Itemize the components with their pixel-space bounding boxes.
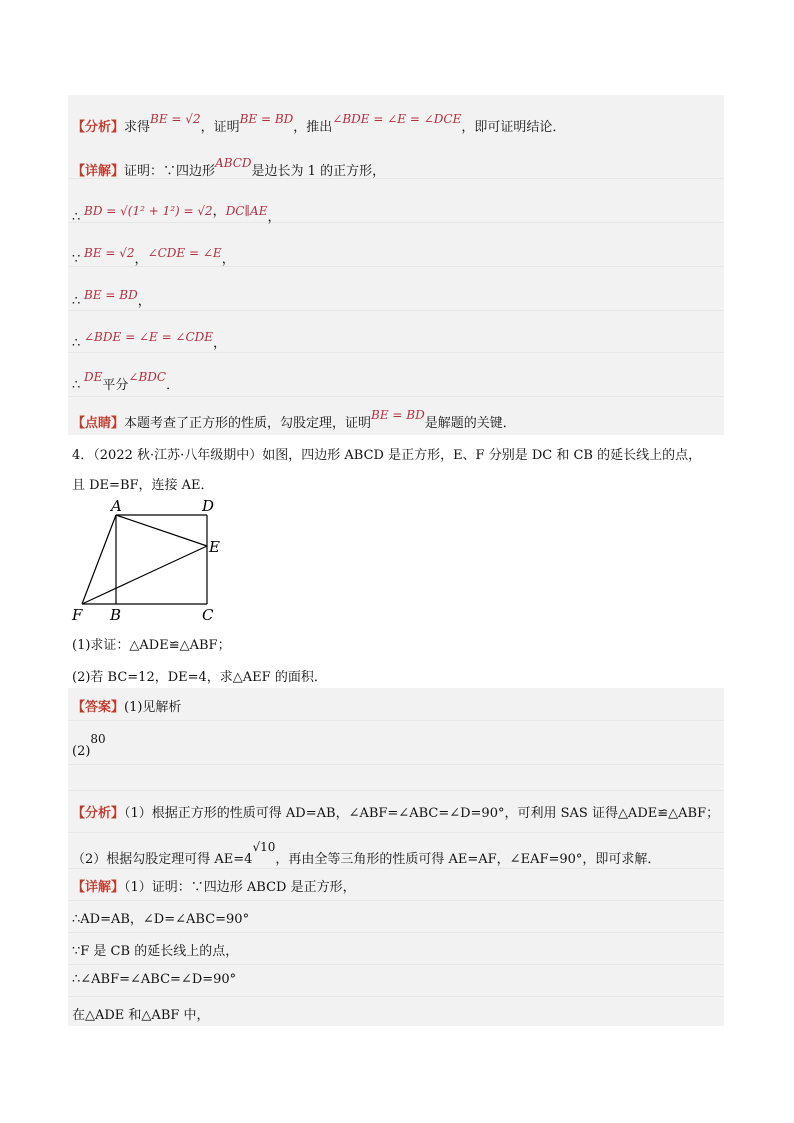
- label-D: D: [202, 497, 215, 515]
- formula: BE = BD: [371, 408, 425, 422]
- text: 求得: [124, 120, 151, 135]
- detail-line-1: [72, 156, 386, 179]
- text: ，推出: [293, 120, 333, 135]
- question-4-line-2: 且 DE=BF，连接 AE．: [72, 478, 214, 493]
- divider: [68, 932, 724, 933]
- formula: DC∥AE: [225, 204, 268, 218]
- analysis2-line-1: [72, 802, 719, 821]
- text: 证明：∵四边形: [124, 164, 216, 179]
- answer-tag: 【答案】: [72, 700, 125, 715]
- formula: ∠CDE = ∠E: [147, 246, 222, 260]
- detail2-line-4: ∴∠ABF=∠ABC=∠D=90°: [72, 972, 237, 987]
- text: ，: [137, 294, 151, 309]
- formula: BE = √2: [84, 246, 135, 260]
- text: ，: [221, 252, 235, 267]
- formula: BD = √(1² + 1²) = √2: [84, 204, 213, 218]
- formula: BE = BD: [239, 112, 294, 126]
- formula: ABCD: [215, 156, 252, 170]
- analysis-line: [72, 112, 566, 135]
- text: ，再由全等三角形的性质可得 AE=AF，∠EAF=90°，即可求解．: [275, 852, 661, 867]
- divider: [68, 764, 724, 765]
- sub-question-2: (2)若 BC=12，DE=4，求△AEF 的面积．: [72, 670, 327, 685]
- formula: BE = BD: [84, 288, 138, 302]
- therefore-symbol: ∴: [72, 378, 81, 393]
- answer-part-1: (1)见解析: [124, 700, 182, 715]
- detail-line-5: [72, 326, 227, 351]
- label-B: B: [110, 606, 122, 624]
- text: ．: [166, 378, 180, 393]
- text: ，证明: [200, 120, 240, 135]
- geometry-figure: [68, 496, 248, 626]
- detail-line-2: [72, 200, 281, 225]
- segment-AE: [116, 515, 207, 546]
- text: 是解题的关键．: [424, 416, 516, 431]
- analysis-tag: 【分析】: [72, 120, 125, 135]
- text: （2）根据勾股定理可得 AE=4: [72, 852, 253, 867]
- divider: [68, 396, 724, 397]
- therefore-symbol: ∴: [72, 210, 81, 225]
- text: ，: [134, 252, 148, 267]
- formula: DE: [84, 370, 103, 384]
- answer-part-2-label: (2): [72, 744, 91, 759]
- divider: [68, 266, 724, 267]
- answer-line-1: [72, 696, 181, 715]
- divider: [68, 352, 724, 353]
- detail-tag: 【详解】: [72, 880, 125, 895]
- comment-line: [72, 408, 516, 431]
- comment-tag: 【点睛】: [72, 416, 125, 431]
- detail-line-4: [72, 284, 151, 309]
- detail-tag: 【详解】: [72, 164, 125, 179]
- answer-part-2-value: 80: [90, 732, 106, 746]
- formula: ∠BDE = ∠E = ∠CDE: [84, 330, 214, 344]
- formula: BE = √2: [150, 112, 201, 126]
- label-A: A: [111, 497, 122, 515]
- text: ，: [212, 204, 226, 219]
- analysis-tag: 【分析】: [72, 806, 125, 821]
- divider: [68, 900, 724, 901]
- therefore-symbol: ∴: [72, 294, 81, 309]
- text: ，: [213, 336, 227, 351]
- text: （1）证明：∵四边形 ABCD 是正方形，: [124, 880, 356, 895]
- divider: [68, 832, 724, 833]
- divider: [68, 996, 724, 997]
- divider: [68, 720, 724, 721]
- divider: [68, 964, 724, 965]
- text: ，: [267, 210, 281, 225]
- divider: [68, 868, 724, 869]
- question-4-line-1: 4．（2022 秋·江苏·八年级期中）如图，四边形 ABCD 是正方形，E、F 分别是 DC 和 CB 的延长线上的点，: [72, 448, 702, 463]
- divider: [68, 310, 724, 311]
- detail2-line-3: ∵F 是 CB 的延长线上的点，: [72, 944, 239, 959]
- therefore-symbol: ∴: [72, 336, 81, 351]
- text: （1）根据正方形的性质可得 AD=AB，∠ABF=∠ABC=∠D=90°，可利用 SAS 证得△ADE≌△ABF；: [124, 806, 720, 821]
- text: 本题考查了正方形的性质，勾股定理，证明: [124, 416, 372, 431]
- detail2-line-5: 在△ADE 和△ABF 中，: [72, 1008, 210, 1023]
- answer-line-2: [72, 732, 106, 759]
- analysis2-line-2: [72, 840, 661, 867]
- detail2-line-1: [72, 876, 356, 895]
- sub-question-1: (1)求证：△ADE≌△ABF；: [72, 638, 231, 653]
- formula: √10: [252, 840, 276, 854]
- label-F: F: [72, 606, 83, 624]
- text: ，即可证明结论．: [461, 120, 566, 135]
- detail-line-6: [72, 366, 180, 393]
- detail-line-3: [72, 242, 235, 267]
- divider: [68, 222, 724, 223]
- text: 平分: [102, 378, 129, 393]
- because-symbol: ∵: [72, 252, 81, 267]
- formula: ∠BDE = ∠E = ∠DCE: [332, 112, 462, 126]
- formula: ∠BDC: [128, 370, 167, 384]
- text: 是边长为 1 的正方形，: [251, 164, 386, 179]
- divider: [68, 790, 724, 791]
- label-C: C: [202, 606, 214, 624]
- detail2-line-2: ∴AD=AB，∠D=∠ABC=90°: [72, 912, 250, 927]
- label-E: E: [209, 538, 220, 556]
